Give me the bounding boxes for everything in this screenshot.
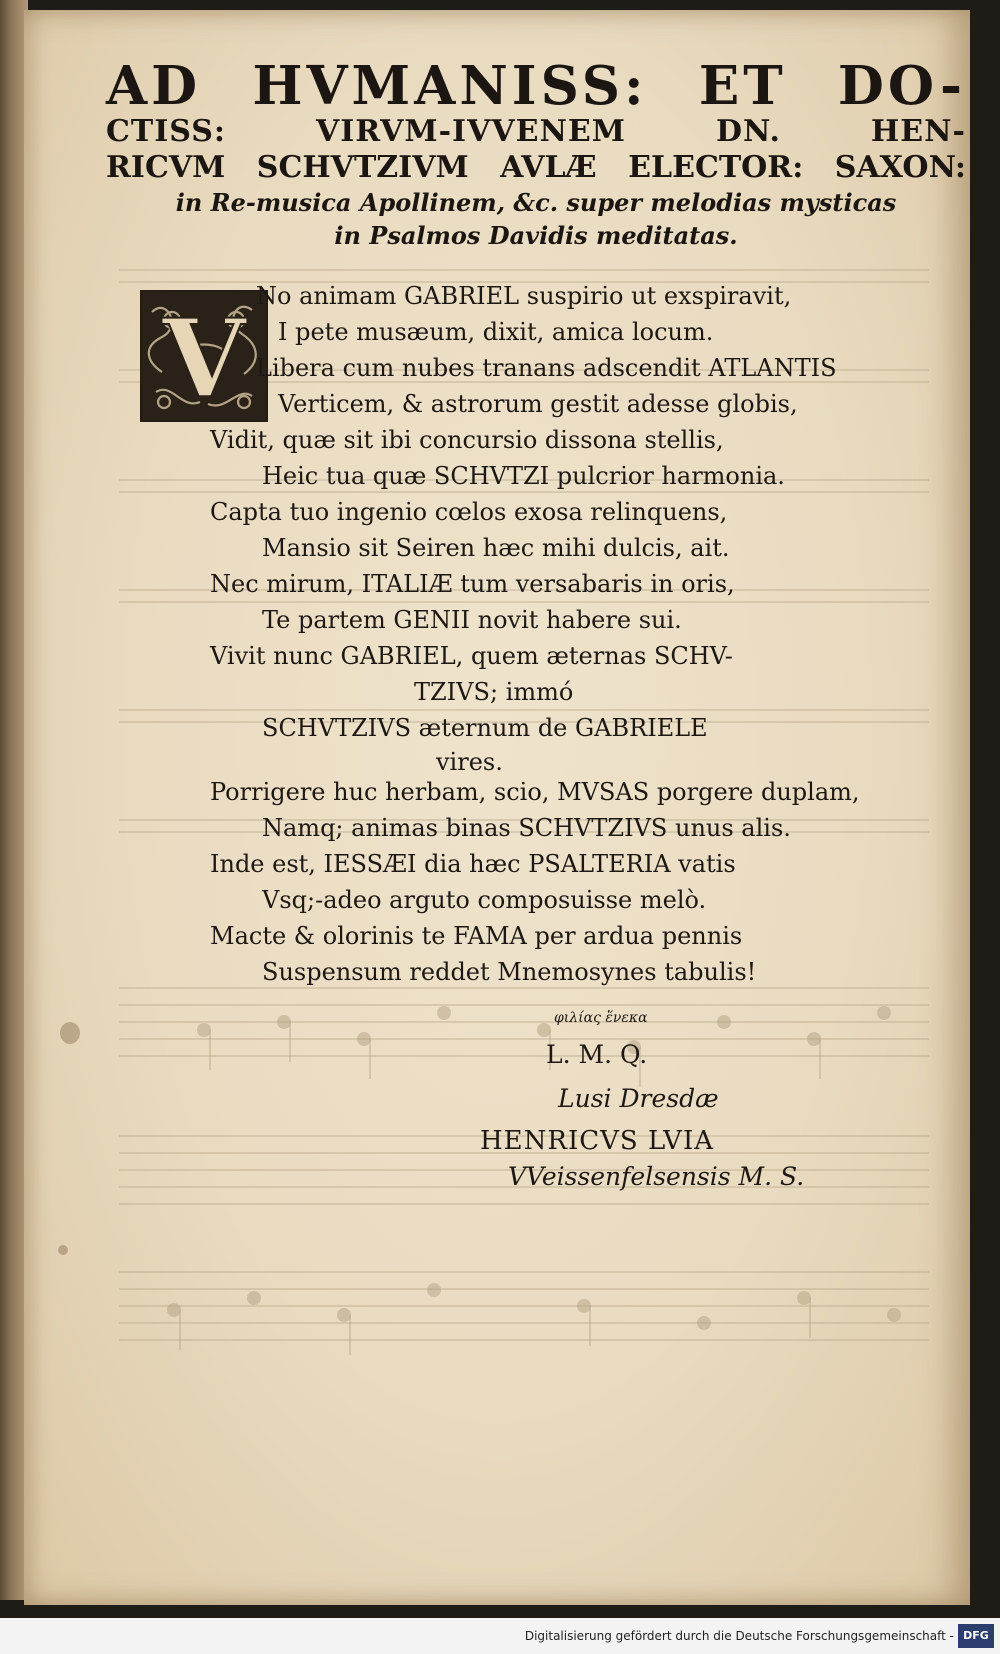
poem-line: vires. (436, 748, 503, 776)
poem-line: Vidit, quæ sit ibi concursio dissona stellis, (210, 426, 724, 454)
footer-credit: Digitalisierung gefördert durch die Deutsche Forschungsgemeinschaft - (524, 1629, 954, 1643)
title-line: AD HVMANISS: ET DO- (106, 55, 966, 117)
poem-line: Porrigere huc herbam, scio, MVSAS porgere duplam, (210, 778, 860, 806)
poem-line: TZIVS; immó (414, 678, 574, 706)
signature-place: Lusi Dresdæ (558, 1084, 719, 1113)
initial-letter: V (162, 296, 246, 420)
title-line: RICVM SCHVTZIVM AVLÆ ELECTOR: SAXON: (106, 150, 966, 185)
poem-line: Suspensum reddet Mnemosynes tabulis! (262, 958, 757, 986)
poem-line: Libera cum nubes tranans adscendit ATLANTIS (256, 354, 837, 382)
poem-line: Heic tua quæ SCHVTZI pulcrior harmonia. (262, 462, 785, 490)
dfg-logo: DFG (958, 1624, 994, 1648)
subtitle-line: in Re-musica Apollinem, &c. super melodias mysticas (175, 188, 897, 217)
signature-name: HENRICVS LVIA (480, 1126, 714, 1156)
title-line: CTISS: VIRVM-IVVENEM DN. HEN- (106, 114, 966, 149)
signature-initials: L. M. Q. (546, 1040, 648, 1069)
poem-line: I pete musæum, dixit, amica locum. (278, 318, 714, 346)
poem-line: SCHVTZIVS æternum de GABRIELE (262, 714, 708, 742)
book-page (24, 10, 970, 1605)
poem-line: Mansio sit Seiren hæc mihi dulcis, ait. (262, 534, 730, 562)
signature-origin: VVeissenfelsensis M. S. (508, 1162, 805, 1191)
poem-line: Te partem GENII novit habere sui. (262, 606, 682, 634)
footer-bar (0, 1618, 1000, 1654)
poem-line: Namq; animas binas SCHVTZIVS unus alis. (262, 814, 791, 842)
poem-line: Inde est, IESSÆI dia hæc PSALTERIA vatis (210, 850, 736, 878)
poem-line: Vsq;-adeo arguto composuisse melò. (262, 886, 707, 914)
poem-line: Verticem, & astrorum gestit adesse globis, (278, 390, 798, 418)
poem-line: Capta tuo ingenio cœlos exosa relinquens, (210, 498, 728, 526)
poem-line: Macte & olorinis te FAMA per ardua pennis (210, 922, 743, 950)
poem (24, 10, 970, 1605)
poem-line: Vivit nunc GABRIEL, quem æternas SCHV- (210, 642, 733, 670)
poem-line: Nec mirum, ITALIÆ tum versabaris in oris, (210, 570, 735, 598)
subtitle-line: in Psalmos Davidis meditatas. (334, 221, 738, 250)
signature-greek: φιλίας ἕνεκα (554, 1010, 648, 1026)
poem-line: No animam GABRIEL suspirio ut exspiravit, (256, 282, 792, 310)
